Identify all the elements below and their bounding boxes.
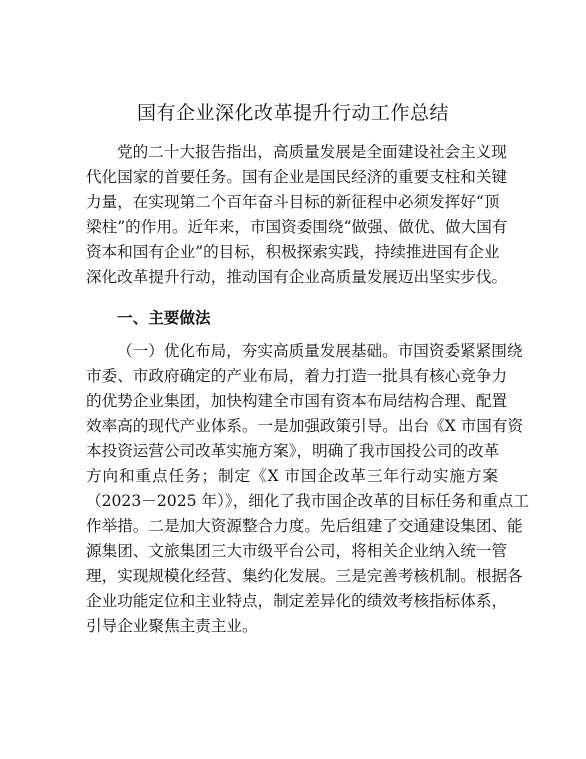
body-line: 效率高的现代产业体系。一是加强政策引导。出台《X 市国有资 — [86, 417, 524, 435]
body-line: 方向和重点任务；制定《X 市国企改革三年行动实施方案 — [86, 467, 498, 485]
body-line: 作举措。二是加大资源整合力度。先后组建了交通建设集团、能 — [86, 517, 523, 535]
section-heading: 一、主要做法 — [117, 308, 211, 327]
intro-line: 梁柱”的作用。近年来，市国资委围绕“做强、做优、做大国有 — [86, 218, 508, 236]
body-line: 理，实现规模化经营、集约化发展。三是完善考核机制。根据各 — [86, 567, 523, 585]
body-line: 本投资运营公司改革实施方案》，明确了我市国投公司的改革 — [86, 442, 500, 460]
body-line: （一）优化布局，夯实高质量发展基础。市国资委紧紧围绕 — [117, 342, 523, 360]
body-line: （2023－2025 年）》，细化了我市国企改革的目标任务和重点工 — [86, 492, 529, 510]
body-paragraph — [86, 339, 529, 639]
body-line: 企业功能定位和主业特点，制定差异化的绩效考核指标体系， — [86, 592, 508, 610]
intro-line: 代化国家的首要任务。国有企业是国民经济的重要支柱和关键 — [86, 168, 508, 186]
intro-paragraph — [86, 140, 508, 290]
body-line: 源集团、文旅集团三大市级平台公司，将相关企业纳入统一管 — [86, 542, 508, 560]
intro-line: 资本和国有企业”的目标，积极探索实践，持续推进国有企业 — [86, 243, 500, 261]
intro-line: 力量，在实现第二个百年奋斗目标的新征程中必须发挥好“顶 — [86, 193, 500, 211]
body-line: 的优势企业集团，加快构建全市国有资本布局结构合理、配置 — [86, 392, 508, 410]
intro-line: 深化改革提升行动，推动国有企业高质量发展迈出坚实步伐。 — [86, 268, 508, 286]
body-line: 引导企业聚焦主责主业。 — [86, 617, 258, 635]
body-line: 市委、市政府确定的产业布局，着力打造一批具有核心竞争力 — [86, 367, 508, 385]
intro-line: 党的二十大报告指出，高质量发展是全面建设社会主义现 — [117, 143, 507, 161]
document-title: 国有企业深化改革提升行动工作总结 — [136, 102, 449, 124]
